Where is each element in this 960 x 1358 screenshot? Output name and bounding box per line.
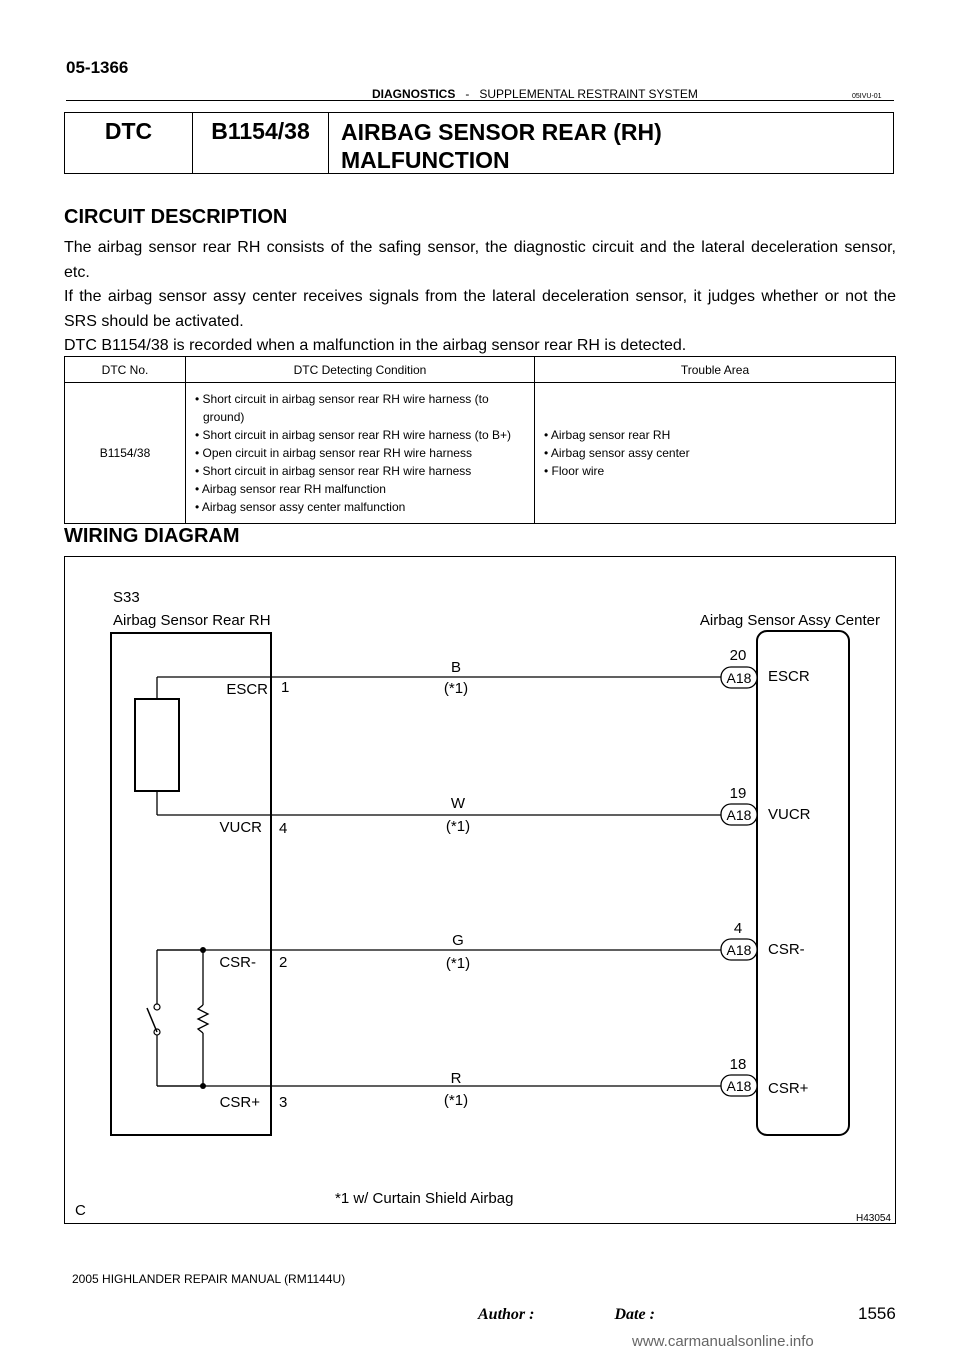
- list-item: • Short circuit in airbag sensor rear RH wire harness: [195, 464, 472, 478]
- connector-label: A18: [726, 942, 752, 958]
- wire-note: (*1): [443, 680, 469, 697]
- left-terminal-csr-plus: CSR+: [219, 1094, 260, 1111]
- list-item: • Airbag sensor rear RH: [544, 428, 671, 442]
- right-pin-4: 4: [733, 920, 743, 937]
- right-terminal-escr: ESCR: [768, 668, 810, 685]
- subsection-name: SUPPLEMENTAL RESTRAINT SYSTEM: [479, 87, 698, 101]
- right-pin-20: 20: [729, 647, 747, 664]
- diagram-footnote: *1 w/ Curtain Shield Airbag: [335, 1190, 514, 1207]
- col-detecting-condition: DTC Detecting Condition: [186, 357, 535, 383]
- col-dtc-no: DTC No.: [65, 357, 186, 383]
- dtc-label: DTC: [65, 113, 193, 173]
- cell-dtc-no: B1154/38: [65, 383, 186, 524]
- left-pin-4: 4: [279, 820, 288, 837]
- right-terminal-csr-minus: CSR-: [768, 941, 805, 958]
- list-item: • Airbag sensor assy center malfunction: [195, 500, 406, 514]
- dtc-name: [341, 113, 881, 173]
- dtc-name-line2: MALFUNCTION: [341, 147, 510, 173]
- table-header-row: [65, 357, 896, 383]
- cell-conditions: [186, 383, 535, 524]
- col-trouble-area: Trouble Area: [535, 357, 896, 383]
- resistor: [198, 1005, 208, 1033]
- doc-code: 05IVU-01: [852, 93, 882, 100]
- wire-color-b: B: [450, 659, 462, 676]
- right-terminal-vucr: VUCR: [768, 806, 811, 823]
- header-rule: [66, 100, 894, 101]
- description-paragraph-3: DTC B1154/38 is recorded when a malfunction in the airbag sensor rear RH is detected.: [64, 337, 687, 354]
- dtc-title-box: [64, 112, 894, 174]
- figure-id: H43054: [855, 1213, 891, 1224]
- connector-label: A18: [726, 1078, 752, 1094]
- list-item: • Short circuit in airbag sensor rear RH wire harness (to ground): [195, 392, 489, 424]
- wire-note: (*1): [445, 818, 471, 835]
- connector-label: A18: [726, 670, 752, 686]
- switch-contact: [154, 1004, 160, 1010]
- list-item: • Open circuit in airbag sensor rear RH wire harness: [195, 446, 472, 460]
- dtc-name-line1: AIRBAG SENSOR REAR (RH): [341, 119, 662, 145]
- right-component-box: [757, 631, 849, 1135]
- circuit-description-heading: CIRCUIT DESCRIPTION: [64, 206, 288, 228]
- cell-trouble-areas: [535, 383, 896, 524]
- section-header: [372, 87, 698, 101]
- left-terminal-csr-minus: CSR-: [219, 954, 256, 971]
- left-pin-2: 2: [279, 954, 288, 971]
- watermark: www.carmanualsonline.info: [632, 1333, 814, 1350]
- right-terminal-csr-plus: CSR+: [768, 1080, 809, 1097]
- circuit-description: [64, 236, 896, 359]
- right-pin-18: 18: [729, 1056, 747, 1073]
- author-date: Author : Date :: [478, 1306, 655, 1323]
- footer-page-number: 1556: [858, 1304, 896, 1323]
- dtc-code: B1154/38: [193, 113, 329, 173]
- wiring-diagram-svg: [65, 557, 897, 1225]
- section-name: DIAGNOSTICS: [372, 87, 456, 101]
- list-item: • Short circuit in airbag sensor rear RH wire harness (to B+): [195, 428, 511, 442]
- left-terminal-vucr: VUCR: [219, 819, 262, 836]
- table-row: [65, 383, 896, 524]
- page-number: 05-1366: [66, 58, 129, 77]
- manual-reference: 2005 HIGHLANDER REPAIR MANUAL (RM1144U): [72, 1272, 346, 1286]
- wire-color-w: W: [450, 795, 466, 812]
- wiring-diagram-heading: WIRING DIAGRAM: [64, 525, 240, 547]
- section-separator: -: [465, 87, 470, 101]
- description-paragraph-2: If the airbag sensor assy center receives signals from the lateral deceleration sensor, it judges whether or not the SRS should be activated.: [64, 288, 896, 330]
- dtc-table: [64, 356, 896, 524]
- left-pin-1: 1: [281, 679, 290, 696]
- sensor-element: [135, 699, 179, 791]
- right-component-name: Airbag Sensor Assy Center: [699, 612, 880, 629]
- description-paragraph-1: The airbag sensor rear RH consists of the safing sensor, the diagnostic circuit and the lateral deceleration sensor, etc.: [64, 239, 896, 281]
- left-component-id: S33: [113, 589, 140, 606]
- left-pin-3: 3: [279, 1094, 288, 1111]
- wire-color-g: G: [452, 932, 464, 949]
- left-component-name: Airbag Sensor Rear RH: [113, 612, 271, 629]
- wire-color-r: R: [450, 1070, 462, 1087]
- wiring-diagram: [64, 556, 896, 1224]
- list-item: • Airbag sensor assy center: [544, 446, 690, 460]
- wire-note: (*1): [443, 1092, 469, 1109]
- diagram-corner-letter: C: [75, 1202, 86, 1219]
- connector-label: A18: [726, 807, 752, 823]
- left-terminal-escr: ESCR: [226, 681, 268, 698]
- wire-note: (*1): [445, 955, 471, 972]
- safing-switch: [147, 1008, 157, 1032]
- list-item: • Airbag sensor rear RH malfunction: [195, 482, 386, 496]
- list-item: • Floor wire: [544, 464, 605, 478]
- right-pin-19: 19: [729, 785, 747, 802]
